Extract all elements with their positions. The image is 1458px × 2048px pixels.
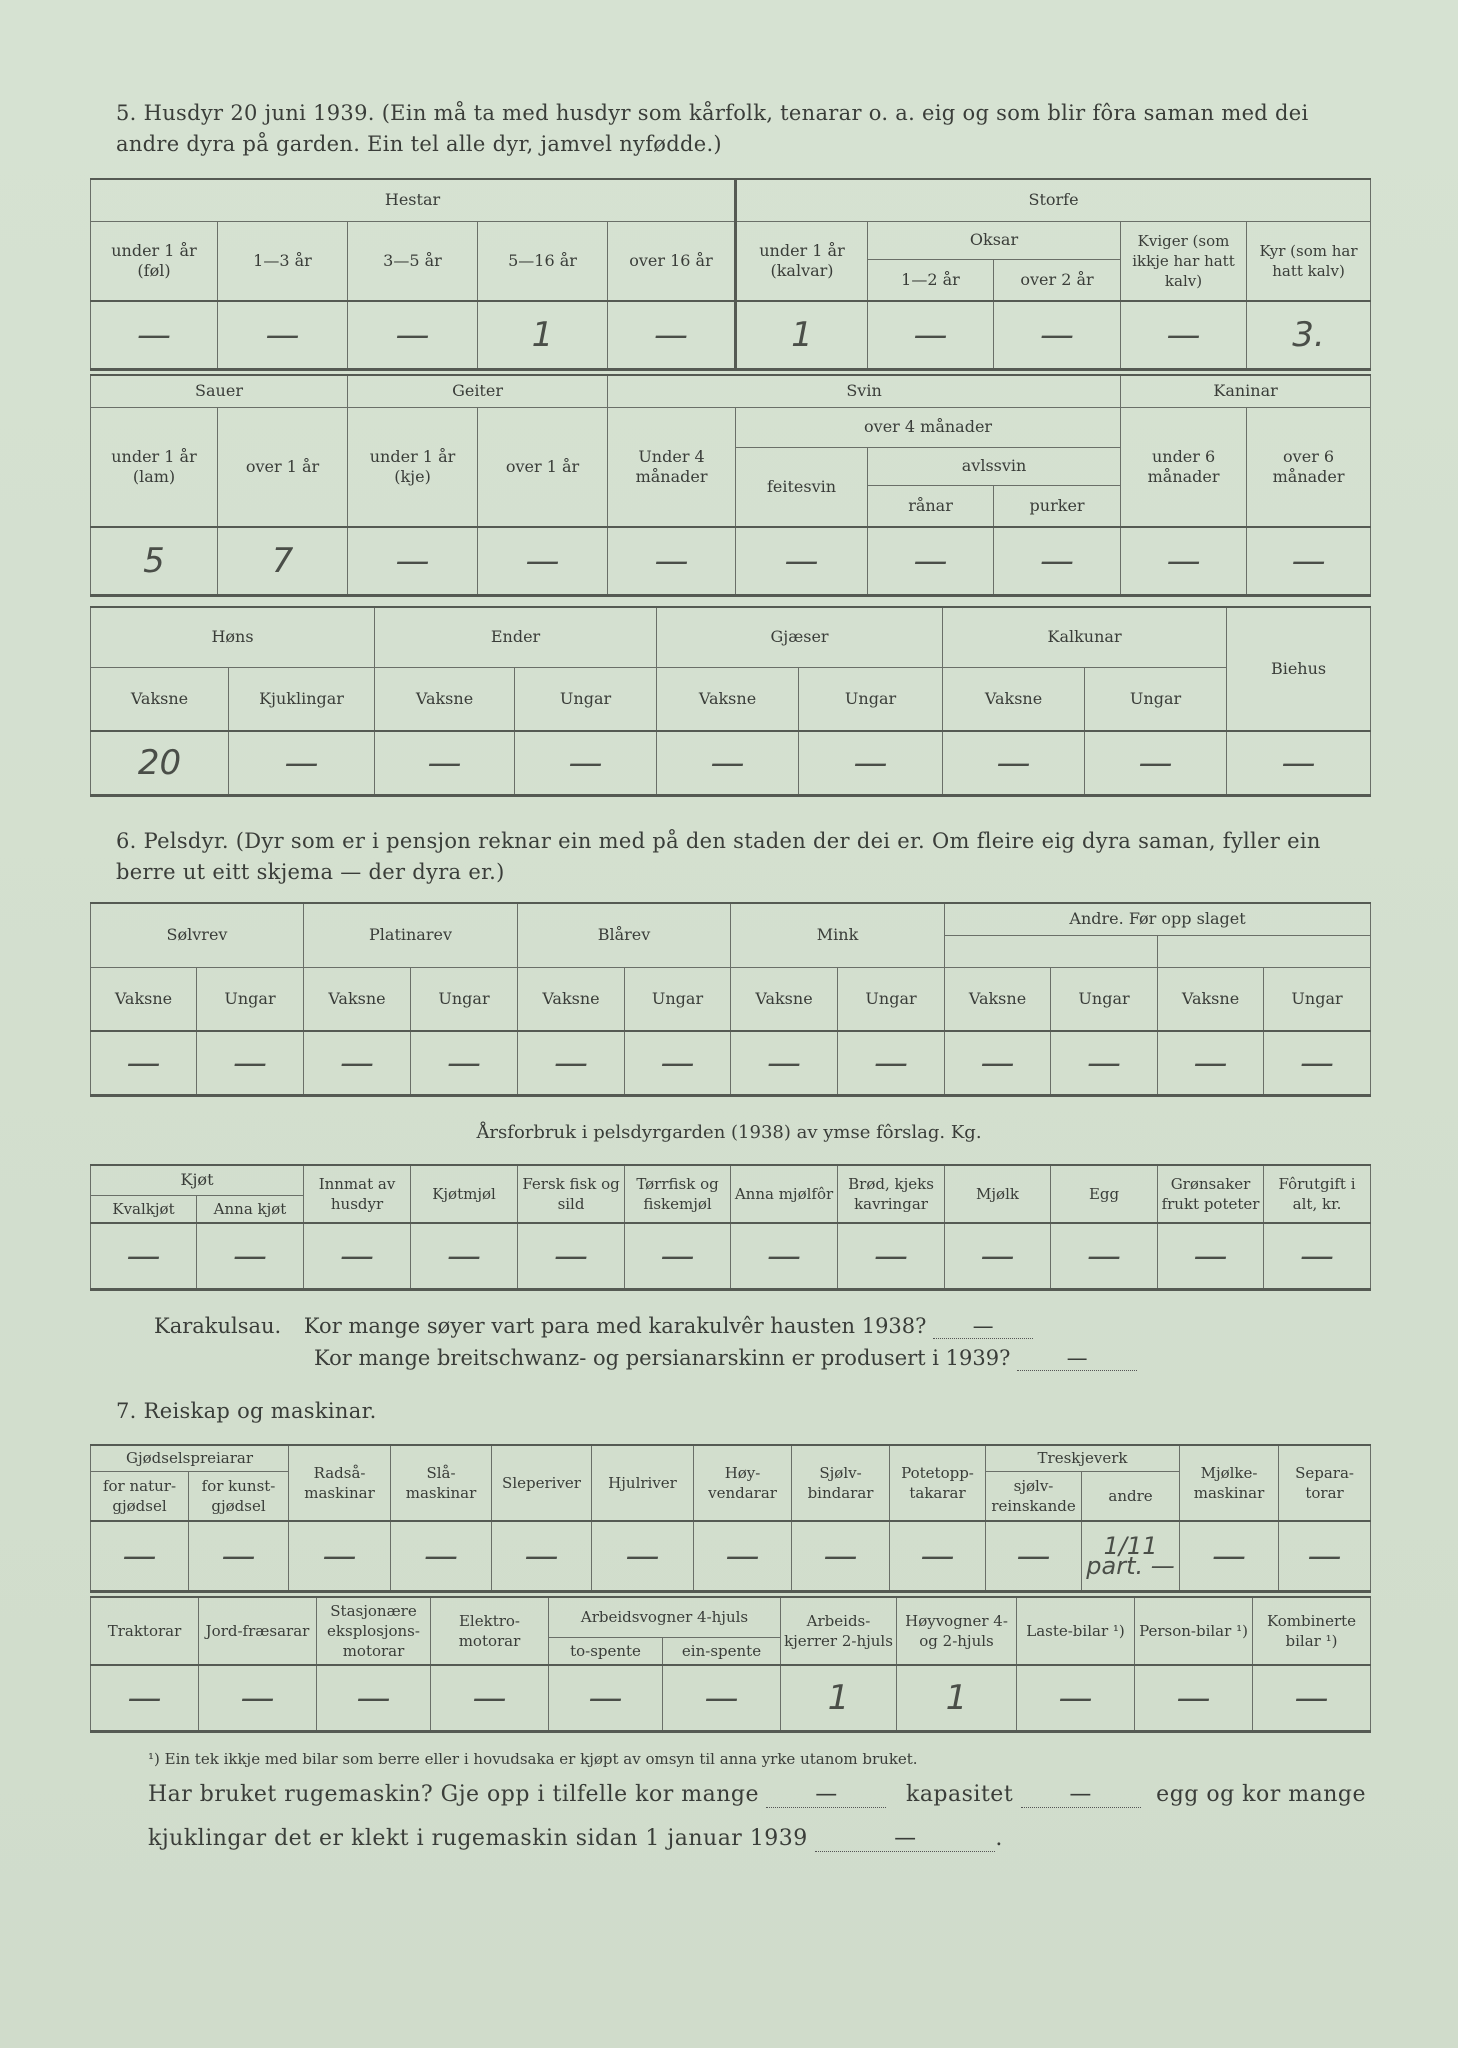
value-cell[interactable]: 1/11 part. — [1082, 1521, 1180, 1591]
col-header: Egg [1051, 1165, 1158, 1223]
col-header: Tørrfisk og fiskemjøl [625, 1165, 731, 1223]
rugemaskin-capacity-field[interactable]: — [1021, 1782, 1141, 1808]
value-cell[interactable]: — [549, 1665, 663, 1731]
col-header: to-spente [549, 1637, 663, 1665]
value-cell[interactable]: — [91, 1031, 197, 1095]
value-cell[interactable]: — [348, 301, 478, 369]
value-cell[interactable]: — [317, 1665, 431, 1731]
col-header: Ungar [411, 967, 518, 1031]
value-cell[interactable]: — [515, 731, 657, 795]
value-cell[interactable]: — [943, 731, 1085, 795]
col-header: 1—2 år [868, 259, 994, 301]
col-header: Radså-maskinar [289, 1445, 391, 1521]
col-header: Vaksne [731, 967, 838, 1031]
col-header: Ungar [515, 667, 657, 731]
col-header: under 1 år (lam) [91, 407, 218, 527]
group-ender: Ender [375, 607, 657, 667]
value-cell[interactable]: — [197, 1223, 304, 1289]
value-cell[interactable]: — [289, 1521, 391, 1591]
group-geiter: Geiter [348, 375, 608, 407]
value-cell[interactable]: — [375, 731, 515, 795]
value-cell[interactable]: — [625, 1031, 731, 1095]
col-header: Separa-torar [1279, 1445, 1371, 1521]
col-header: Vaksne [91, 667, 229, 731]
value-cell[interactable]: — [736, 527, 868, 595]
col-header: over 1 år [218, 407, 348, 527]
value-cell[interactable]: — [1121, 527, 1247, 595]
value-cell[interactable]: — [838, 1223, 945, 1289]
rugemaskin-q1: Har bruket rugemaskin? Gje opp i tilfelle kor mange [148, 1782, 759, 1807]
karakul-label: Karakulsau. [154, 1314, 282, 1338]
feed-table [90, 1164, 1371, 1291]
col-header: Person-bilar ¹) [1135, 1597, 1253, 1665]
col-header: Sjølv-bindarar [792, 1445, 890, 1521]
value-cell[interactable]: — [1227, 731, 1371, 795]
col-header: for natur-gjødsel [91, 1471, 189, 1521]
group-hons: Høns [91, 607, 375, 667]
col-header: Mjølke-maskinar [1180, 1445, 1279, 1521]
value-cell[interactable]: — [694, 1521, 792, 1591]
col-header: Elektro-motorar [431, 1597, 549, 1665]
fur-animals-table [90, 902, 1371, 1097]
value-cell[interactable]: 3. [1247, 301, 1371, 369]
karakul-line1 [154, 1314, 1374, 1339]
group-kjot: Kjøt [91, 1165, 304, 1195]
value-cell[interactable]: — [608, 527, 736, 595]
value-cell[interactable]: — [91, 1521, 189, 1591]
value-cell[interactable]: — [197, 1031, 304, 1095]
group-arbeidsvogner: Arbeidsvogner 4-hjuls [549, 1597, 781, 1637]
value-cell[interactable]: — [411, 1031, 518, 1095]
value-cell[interactable]: 5 [91, 527, 218, 595]
group-biehus: Biehus [1227, 607, 1371, 731]
value-cell[interactable]: — [994, 527, 1121, 595]
col-header: purker [994, 485, 1121, 527]
value-cell[interactable]: — [799, 731, 943, 795]
value-cell[interactable]: — [1085, 731, 1227, 795]
col-header: Høyvogner 4- og 2-hjuls [897, 1597, 1017, 1665]
value-cell[interactable]: — [1017, 1665, 1135, 1731]
col-header: Ungar [197, 967, 304, 1031]
value-cell[interactable]: 1 [736, 301, 868, 369]
col-header: Kombinerte bilar ¹) [1253, 1597, 1371, 1665]
col-header: Potetopp-takarar [890, 1445, 986, 1521]
group-sauer: Sauer [91, 375, 348, 407]
col-header: Vaksne [91, 967, 197, 1031]
value-cell[interactable]: — [478, 527, 608, 595]
value-cell[interactable]: — [304, 1223, 411, 1289]
col-header: Høy-vendarar [694, 1445, 792, 1521]
horses-cattle-table [90, 178, 1371, 371]
value-cell[interactable]: — [1180, 1521, 1279, 1591]
col-header: under 1 år (kje) [348, 407, 478, 527]
col-header: Fôrutgift i alt, kr. [1264, 1165, 1371, 1223]
value-cell[interactable]: 7 [218, 527, 348, 595]
group-mink: Mink [731, 903, 945, 967]
value-cell[interactable]: — [657, 731, 799, 795]
col-header: Brød, kjeks kavringar [838, 1165, 945, 1223]
col-header: Arbeids-kjerrer 2-hjuls [781, 1597, 897, 1665]
sheep-goats-pigs-table [90, 374, 1371, 597]
group-gjaeser: Gjæser [657, 607, 943, 667]
col-header: Vaksne [657, 667, 799, 731]
col-header: Kyr (som har hatt kalv) [1247, 221, 1371, 301]
col-header: ein-spente [663, 1637, 781, 1665]
col-header: Ungar [1085, 667, 1227, 731]
value-cell[interactable]: — [199, 1665, 317, 1731]
group-treskjeverk: Treskjeverk [986, 1445, 1180, 1471]
group-solvrev: Sølvrev [91, 903, 304, 967]
col-header: Ungar [1264, 967, 1371, 1031]
value-cell[interactable]: — [986, 1521, 1082, 1591]
group-storfe: Storfe [736, 179, 1371, 221]
rugemaskin-chicks-field[interactable]: — [815, 1826, 995, 1852]
col-header: Laste-bilar ¹) [1017, 1597, 1135, 1665]
value-cell[interactable]: — [411, 1223, 518, 1289]
value-cell[interactable]: — [91, 301, 218, 369]
col-header: under 6 månader [1121, 407, 1247, 527]
col-header: Kjuklingar [229, 667, 375, 731]
col-header: Innmat av husdyr [304, 1165, 411, 1223]
value-cell[interactable]: — [868, 301, 994, 369]
value-cell[interactable]: — [994, 301, 1121, 369]
group-over4: over 4 månader [736, 407, 1121, 447]
col-header: Ungar [799, 667, 943, 731]
tools-table-1 [90, 1444, 1371, 1593]
col-header: Vaksne [945, 967, 1051, 1031]
group-avlssvin: avlssvin [868, 447, 1121, 485]
value-cell[interactable]: — [1253, 1665, 1371, 1731]
value-cell[interactable]: — [868, 527, 994, 595]
group-blarev: Blårev [518, 903, 731, 967]
value-cell[interactable]: — [518, 1223, 625, 1289]
col-header: Ungar [838, 967, 945, 1031]
karakul-a1-field[interactable]: — [933, 1314, 1033, 1339]
group-platinarev: Platinarev [304, 903, 518, 967]
col-header: 5—16 år [478, 221, 608, 301]
col-header: for kunst-gjødsel [189, 1471, 289, 1521]
rugemaskin-q2: kapasitet [905, 1782, 1014, 1807]
value-cell[interactable]: — [890, 1521, 986, 1591]
value-cell[interactable]: — [431, 1665, 549, 1731]
karakul-q2: Kor mange breitschwanz- og persianarskinn er produsert i 1939? [314, 1346, 1011, 1370]
col-header: Kviger (som ikkje har hatt kalv) [1121, 221, 1247, 301]
col-header: sjølv-reinskande [986, 1471, 1082, 1521]
col-header: Fersk fisk og sild [518, 1165, 625, 1223]
value-cell[interactable]: — [792, 1521, 890, 1591]
value-cell[interactable]: — [91, 1665, 199, 1731]
col-header: Vaksne [304, 967, 411, 1031]
col-header: over 6 månader [1247, 407, 1371, 527]
value-cell[interactable]: — [218, 301, 348, 369]
value-cell[interactable]: 20 [91, 731, 229, 795]
col-header: Hjulriver [592, 1445, 694, 1521]
section7-title: 7. Reiskap og maskinar. [116, 1399, 377, 1423]
value-cell[interactable]: — [229, 731, 375, 795]
col-header: over 16 år [608, 221, 736, 301]
value-cell[interactable]: — [1279, 1521, 1371, 1591]
col-header: Mjølk [945, 1165, 1051, 1223]
value-cell[interactable]: — [625, 1223, 731, 1289]
value-cell[interactable]: — [91, 1223, 197, 1289]
col-header: Anna mjølfôr [731, 1165, 838, 1223]
group-hestar: Hestar [91, 179, 736, 221]
col-header: Vaksne [943, 667, 1085, 731]
col-header: Grønsaker frukt poteter [1158, 1165, 1264, 1223]
period: . [995, 1826, 1003, 1851]
value-cell[interactable]: — [838, 1031, 945, 1095]
rugemaskin-q4: kjuklingar det er klekt i rugemaskin sidan 1 januar 1939 [148, 1826, 808, 1851]
group-kalkunar: Kalkunar [943, 607, 1227, 667]
col-header: Under 4 månader [608, 407, 736, 527]
tools-table-2 [90, 1596, 1371, 1733]
section6-title: 6. Pelsdyr. (Dyr som er i pensjon reknar ein med på den staden der dei er. Om fleire eig dyra saman, fyller ein berre ut eitt skjema — der dyra er.) [116, 829, 1321, 884]
value-cell[interactable]: — [304, 1031, 411, 1095]
col-header: 1—3 år [218, 221, 348, 301]
value-cell[interactable]: — [1158, 1031, 1264, 1095]
value-cell[interactable]: — [391, 1521, 492, 1591]
value-cell[interactable]: — [592, 1521, 694, 1591]
col-header: 3—5 år [348, 221, 478, 301]
karakul-line2 [314, 1346, 1374, 1371]
col-header: Vaksne [1158, 967, 1264, 1031]
value-cell[interactable]: — [663, 1665, 781, 1731]
value-cell[interactable]: — [1135, 1665, 1253, 1731]
karakul-q1: Kor mange søyer vart para med karakulvêr hausten 1938? [303, 1314, 927, 1338]
group-kaninar: Kaninar [1121, 375, 1371, 407]
poultry-table [90, 606, 1371, 797]
rugemaskin-q3: egg og kor mange [1156, 1782, 1367, 1807]
value-cell[interactable]: — [1264, 1223, 1371, 1289]
col-header: Slå-maskinar [391, 1445, 492, 1521]
col-header: under 1 år (kalvar) [736, 221, 868, 301]
col-header: andre [1082, 1471, 1180, 1521]
col-header: feitesvin [736, 447, 868, 527]
col-header: over 2 år [994, 259, 1121, 301]
col-header: Ungar [1051, 967, 1158, 1031]
section5-title: 5. Husdyr 20 juni 1939. (Ein må ta med husdyr som kårfolk, tenarar o. a. eig og som blir fôra saman med dei andre dyra på garden. Ein tel alle dyr, jamvel nyfødde.) [116, 101, 1309, 156]
value-cell[interactable]: — [608, 301, 736, 369]
value-cell[interactable]: 1 [781, 1665, 897, 1731]
col-header: Anna kjøt [197, 1195, 304, 1223]
value-cell[interactable]: — [348, 527, 478, 595]
value-cell[interactable]: 1 [478, 301, 608, 369]
col-header: rånar [868, 485, 994, 527]
value-cell[interactable]: — [731, 1223, 838, 1289]
col-header: Kvalkjøt [91, 1195, 197, 1223]
group-oksar: Oksar [868, 221, 1121, 259]
rugemaskin-line1 [148, 1782, 1378, 1808]
value-cell[interactable]: — [1121, 301, 1247, 369]
feed-title: Årsforbruk i pelsdyrgarden (1938) av ymse fôrslag. Kg. [476, 1122, 982, 1143]
value-cell[interactable]: — [1264, 1031, 1371, 1095]
col-header: over 1 år [478, 407, 608, 527]
value-cell[interactable]: — [945, 1031, 1051, 1095]
col-header: Kjøtmjøl [411, 1165, 518, 1223]
col-header: Vaksne [518, 967, 625, 1031]
value-cell[interactable]: — [1051, 1031, 1158, 1095]
col-header: Jord-fræsarar [199, 1597, 317, 1665]
karakul-a2-field[interactable]: — [1017, 1346, 1137, 1371]
footnote: ¹) Ein tek ikkje med bilar som berre eller i hovudsaka er kjøpt av omsyn til anna yrke utanom bruket. [148, 1750, 918, 1768]
col-header: Traktorar [91, 1597, 199, 1665]
col-header: Ungar [625, 967, 731, 1031]
value-cell[interactable]: — [518, 1031, 625, 1095]
value-cell[interactable]: 1 [897, 1665, 1017, 1731]
value-cell[interactable]: — [492, 1521, 592, 1591]
col-header: Stasjonære eksplosjons-motorar [317, 1597, 431, 1665]
value-cell[interactable]: — [1051, 1223, 1158, 1289]
col-header: Sleperiver [492, 1445, 592, 1521]
value-cell[interactable]: — [1247, 527, 1371, 595]
group-andre: Andre. Før opp slaget [945, 903, 1371, 935]
group-gjodsel: Gjødselspreiarar [91, 1445, 289, 1471]
group-svin: Svin [608, 375, 1121, 407]
col-header: under 1 år (føl) [91, 221, 218, 301]
rugemaskin-count-field[interactable]: — [766, 1782, 886, 1808]
rugemaskin-line2 [148, 1826, 1378, 1852]
value-cell[interactable]: — [731, 1031, 838, 1095]
value-cell[interactable]: — [945, 1223, 1051, 1289]
value-cell[interactable]: — [189, 1521, 289, 1591]
col-header: Vaksne [375, 667, 515, 731]
value-cell[interactable]: — [1158, 1223, 1264, 1289]
